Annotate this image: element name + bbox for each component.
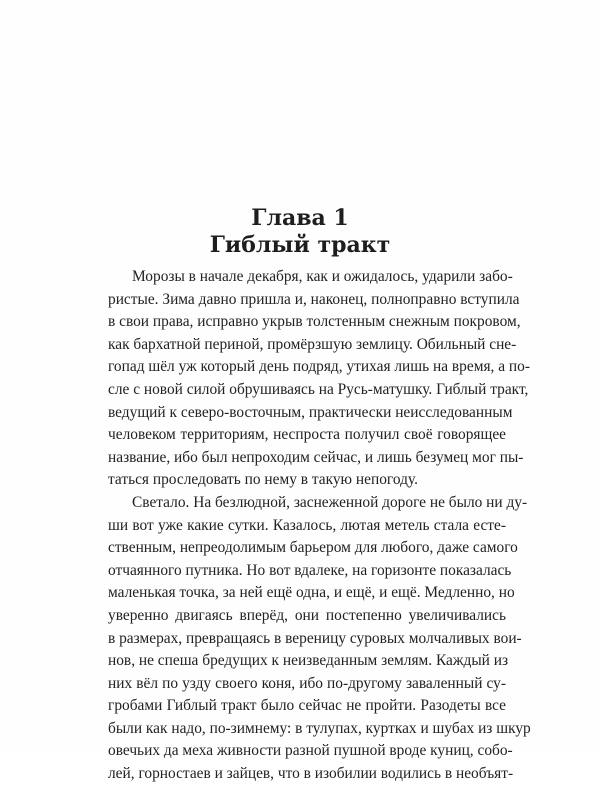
text-line: овечьих да меха живности разной пушной вроде куниц, собо- <box>108 742 513 760</box>
text-line: ведущий к северо-восточным, практически неисследованным <box>108 403 513 421</box>
text-line: Светало. На безлюдной, заснеженной дороге не было ни ду- <box>132 493 528 511</box>
text-line: отчаянного путника. Но вот вдалеке, на горизонте показалась <box>108 561 512 579</box>
text-line: Морозы в начале декабря, как и ожидалось, ударили забо- <box>132 268 513 285</box>
chapter-heading <box>0 205 600 259</box>
text-line: уверенно двигаясь вперёд, они постепенно увеличивались <box>108 606 506 624</box>
text-line: ственным, непреодолимым барьером для любого, даже самого <box>108 539 518 557</box>
text-line: как бархатной периной, промёрзшую землицу. Обильный сне- <box>108 335 517 353</box>
text-line: гробами Гиблый тракт было сейчас не пройти. Разодеты все <box>108 697 506 715</box>
text-line: таться проследовать по нему в такую непогоду. <box>108 471 418 489</box>
text-line: ши вот уже какие сутки. Казалось, лютая метель стала есте- <box>108 516 506 534</box>
text-line: сле с новой силой обрушиваясь на Русь-матушку. Гиблый тракт, <box>108 380 529 398</box>
text-line: человеком территориям, неспроста получил своё говорящее <box>108 426 506 444</box>
text-line: были как надо, по-зимнему: в тулупах, куртках и шубах из шкур <box>108 719 531 737</box>
text-line: них вёл по узду своего коня, ибо по-другому заваленный су- <box>108 674 506 692</box>
text-line: в свои права, исправно укрыв толстенным снежным покровом, <box>108 313 521 331</box>
chapter-body-text <box>108 266 531 786</box>
chapter-title: Гиблый тракт <box>209 232 391 258</box>
text-line: название, ибо был непроходим сейчас, и лишь безумец мог пы- <box>108 448 524 466</box>
chapter-number: Глава 1 <box>251 205 349 231</box>
text-line: маленькая точка, за ней ещё одна, и ещё, и ещё. Медленно, но <box>108 584 515 602</box>
text-line: лей, горностаев и зайцев, что в изобилии водились в необъят- <box>108 765 514 783</box>
text-line: в размерах, превращаясь в вереницу суровых молчаливых вои- <box>108 629 522 647</box>
text-line: гопад шёл уж который день подряд, утихая лишь на время, а по- <box>108 358 530 376</box>
text-line: ристые. Зима давно пришла и, наконец, полноправно вступила <box>108 290 520 308</box>
text-line: нов, не спеша бредущих к неизведанным землям. Каждый из <box>108 652 509 670</box>
